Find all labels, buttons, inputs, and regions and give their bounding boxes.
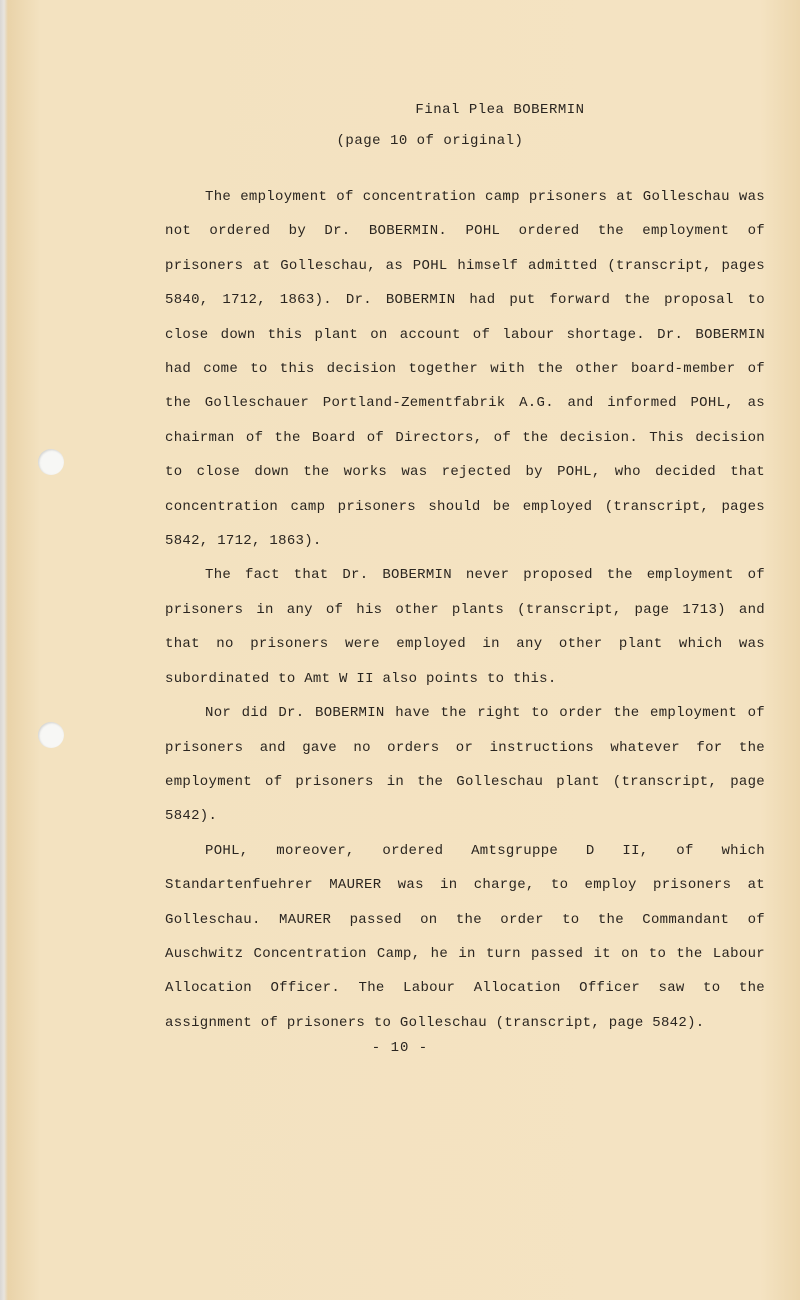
paragraph-4: POHL, moreover, ordered Amtsgruppe D II, of which Standartenfuehrer MAURER was in charge, to employ prisoners at Golleschau. MAURER passed on the order to the Commandant of Auschwitz Concentration Camp, he in turn passed it on to the Labour Allocation Officer. The Labour Allocation Officer saw to the assignment of prisoners to Golleschau (transcript, page 5842).	[165, 842, 765, 1031]
punch-hole-lower	[38, 722, 64, 748]
page-number: - 10 -	[371, 1040, 429, 1056]
document-body	[165, 180, 765, 1040]
document-title: Final Plea BOBERMIN	[415, 102, 585, 118]
punch-hole-upper	[38, 449, 64, 475]
document-subtitle: (page 10 of original)	[336, 133, 524, 149]
paragraph-2: The fact that Dr. BOBERMIN never proposed the employment of prisoners in any of his other plants (transcript, page 1713) and that no prisoners were employed in any other plant which was subordinated to Amt W II also points to this.	[165, 567, 765, 687]
page-left-edge	[0, 0, 8, 1300]
paragraph-3: Nor did Dr. BOBERMIN have the right to order the employment of prisoners and gave no orders or instructions whatever for the employment of prisoners in the Golleschau plant (transcript, page 5842).	[165, 705, 765, 825]
paragraph-1: The employment of concentration camp prisoners at Golleschau was not ordered by Dr. BOBERMIN. POHL ordered the employment of prisoners at Golleschau, as POHL himself admitted (transcript, pages 5840, 1712, 1863). Dr. BOBERMIN had put forward the proposal to close down this plant on account of labour shortage. Dr. BOBERMIN had come to this decision together with the other board-member of the Golleschauer Portland-Zementfabrik A.G. and informed POHL, as chairman of the Board of Directors, of the decision. This decision to close down the works was rejected by POHL, who decided that concentration camp prisoners should be employed (transcript, pages 5842, 1712, 1863).	[165, 189, 765, 550]
